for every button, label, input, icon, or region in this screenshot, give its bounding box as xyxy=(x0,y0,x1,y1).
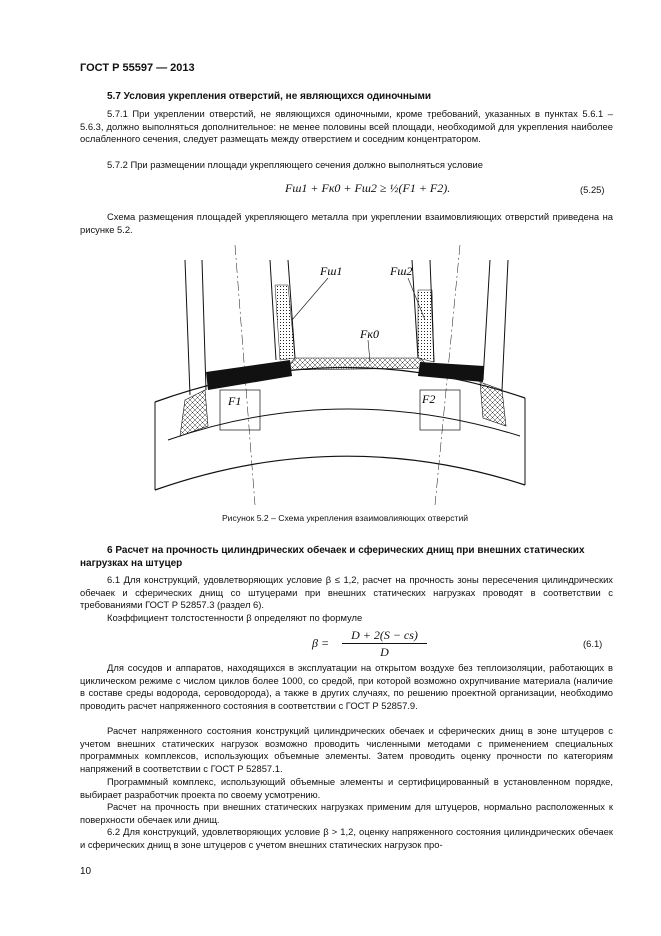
equation-5-25-number: (5.25) xyxy=(580,184,605,195)
paragraph-5-7-2: 5.7.2 При размещении площади укрепляющего сечения должно выполняться условие xyxy=(107,159,484,170)
shell-inner-arc xyxy=(168,409,520,440)
label-fsh2: Fш2 xyxy=(390,264,413,278)
label-fk0: Fк0 xyxy=(360,327,379,341)
label-f2: F2 xyxy=(422,392,436,406)
paragraph-software: Программный комплекс, использующий объемные элементы и сертифицированный в установленном порядке, выбирает разработчик проекта по своему усмотрению. xyxy=(80,776,613,800)
paragraph-6-2: 6.2 Для конструкций, удовлетворяющих условие β > 1,2, оценку напряженного состояния цилиндрических обечаек и сферических днищ в зоне штуцеров с учетом внешних статических нагрузок про- xyxy=(80,826,613,850)
equation-6-1-denominator: D xyxy=(380,645,389,659)
equation-6-1-lhs: β = xyxy=(312,636,330,650)
document-header: ГОСТ Р 55597 — 2013 xyxy=(80,62,195,74)
paragraph-5-7-1: 5.7.1 При укреплении отверстий, не являющихся одиночными, кроме требований, указанных в пунктах 5.6.1 – 5.6.3, должно выполняться дополнительное: не менее половины всей площади, необходимой для укрепления наиболее ослабленного сечения, следует размещать между отверстием и соседним концентратором. xyxy=(80,108,613,145)
page-number: 10 xyxy=(80,866,92,877)
paragraph-scheme-intro: Схема размещения площадей укрепляющего металла при укреплении взаимовлияющих отверстий приведена на рисунке 5.2. xyxy=(80,211,613,235)
shell-base-arc xyxy=(155,456,525,490)
label-f1: F1 xyxy=(228,394,242,408)
equation-6-1-numerator: D + 2(S − cs) xyxy=(342,628,427,644)
equation-6-1-number: (6.1) xyxy=(583,638,603,649)
equation-5-25: Fш1 + Fк0 + Fш2 ≥ ½(F1 + F2). xyxy=(285,181,451,195)
paragraph-applicability: Расчет на прочность при внешних статических нагрузках применим для штуцеров, нормально расположенных к поверхности обечаек или днищ. xyxy=(80,801,613,825)
paragraph-6-1: 6.1 Для конструкций, удовлетворяющих условие β ≤ 1,2, расчет на прочность зоны пересечения цилиндрических обечаек и сферических днищ со штуцерами при внешних статических нагрузках проводят в соответствии с требованиями ГОСТ Р 52857.3 (раздел 6). xyxy=(80,574,613,611)
figure-caption: Рисунок 5.2 – Схема укрепления взаимовлияющих отверстий xyxy=(221,513,469,523)
label-fsh1: Fш1 xyxy=(320,264,343,278)
paragraph-stress-calc: Расчет напряженного состояния конструкций цилиндрических обечаек и сферических днищ в зоне штуцеров с учетом внешних статических нагрузок возможно проводить численными методами с применением специальных программных комплексов, использующих объемные элементы. Затем проводить оценку прочности по категориям напряжений в соответствии с ГОСТ Р 52857.1. xyxy=(80,725,613,774)
paragraph-outdoor-vessels: Для сосудов и аппаратов, находящихся в эксплуатации на открытом воздухе без теплоизоляции, работающих в циклическом режиме с числом циклов более 1000, со средой, при которой возможно охрупчивание материала (наличие в составе среды водорода, сероводорода), а также в других случаях, по решению проектной организации, необходимо проводить расчет напряженного состояния в соответствии с ГОСТ Р 52857.9. xyxy=(80,662,613,711)
section-6-title: 6 Расчет на прочность цилиндрических обечаек и сферических днищ при внешних статических нагрузках на штуцер xyxy=(80,545,585,569)
figure-5-2-diagram xyxy=(150,240,530,515)
section-5-7-title: 5.7 Условия укрепления отверстий, не являющихся одиночными xyxy=(107,91,432,102)
paragraph-beta-intro: Коэффициент толстостенности β определяют по формуле xyxy=(107,612,363,623)
